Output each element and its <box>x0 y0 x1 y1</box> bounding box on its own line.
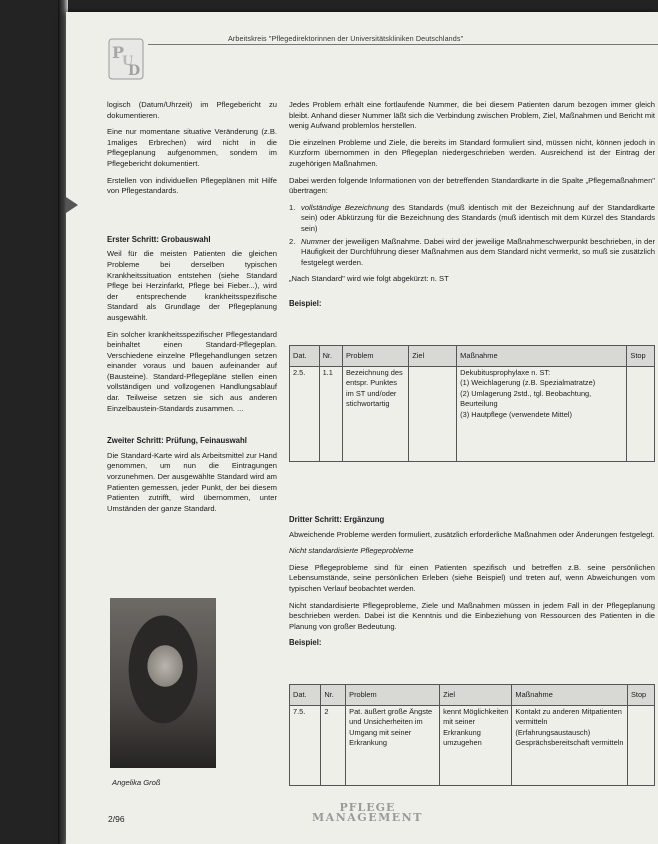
right-paragraph: Jedes Problem erhält eine fortlaufende Nummer, die bei diesem Patienten darum bezogen immer gleich bleibt. Anhand dieser Nummer läßt sich die Verbindung zwischen Problem, Ziel, Maßnahmen und Bericht mit wenig Aufwand problemlos herstellen. <box>289 100 655 131</box>
table-cell: 7.5. <box>290 706 321 786</box>
left-paragraph: logisch (Datum/Uhrzeit) im Pflegebericht zu dokumentieren. <box>107 100 277 120</box>
running-head: Arbeitskreis "Pflegedirektorinnen der Universitätskliniken Deutschlands" <box>228 34 464 43</box>
table-cell: 2.5. <box>290 367 320 462</box>
example-label: Beispiel: <box>289 638 322 648</box>
table-cell: Kontakt zu anderen Mitpatienten vermitteln (Erfahrungsaustausch) Gesprächsbereitschaft vermitteln <box>512 706 628 786</box>
table-cell: Pat. äußert große Ängste und Unsicherheiten im Umgang mit seiner Erkrankung <box>346 706 440 786</box>
table-row <box>290 706 655 786</box>
table-header: Stop <box>627 685 654 706</box>
table-header: Nr. <box>319 346 342 367</box>
table-header: Problem <box>346 685 440 706</box>
section-heading: Erster Schritt: Grobauswahl <box>107 234 211 244</box>
svg-text:D: D <box>128 63 141 79</box>
header-rule <box>148 44 658 45</box>
section-heading: Zweiter Schritt: Prüfung, Feinauswahl <box>107 436 247 446</box>
table-header: Problem <box>343 346 409 367</box>
section-heading: Dritter Schritt: Ergänzung <box>289 515 385 524</box>
svg-text:U: U <box>122 54 134 69</box>
photo-caption: Angelika Groß <box>112 778 161 787</box>
table-cell: Dekubitusprophylaxe n. ST: (1) Weichlagerung (z.B. Spezialmatratze) (2) Umlagerung 2std., tgl. Beobachtung, Beurteilung (3) Hautpflege (verwendete Mittel) <box>457 367 627 462</box>
example-table-1 <box>289 345 655 462</box>
table-cell: 2 <box>321 706 346 786</box>
table-cell: kennt Möglichkeiten mit seiner Erkrankung umzugehen <box>440 706 512 786</box>
left-column <box>107 100 277 520</box>
right-paragraph: Abweichende Probleme werden formuliert, zusätzlich erforderliche Maßnahmen oder Änderungen festgelegt. <box>289 529 655 539</box>
left-paragraph: Weil für die meisten Patienten die gleichen Probleme bei derselben typischen Krankheitssituation entstehen (siehe Standard Pflege bei Herzinfarkt, Pflege bei Fieber...), wird der entsprechende krankheitsspezifische Standard als Grundlage der Pflegeplanung ausgewählt. <box>107 249 277 322</box>
table-cell <box>409 367 457 462</box>
table-header: Maßnahme <box>457 346 627 367</box>
example-table-2 <box>289 684 655 786</box>
author-photo <box>110 598 216 768</box>
right-paragraph: Die einzelnen Probleme und Ziele, die bereits im Standard formuliert sind, müssen nicht, können jedoch in Kurzform übernommen in den Pflegeplan niedergeschrieben werden. Ausreichend ist der Eintrag der zugehörigen Maßnahmen. <box>289 137 655 168</box>
svg-text:P: P <box>112 43 125 62</box>
table-header: Nr. <box>321 685 346 706</box>
table-header: Dat. <box>290 346 320 367</box>
example-label: Beispiel: <box>289 298 322 308</box>
table-cell: 1.1 <box>319 367 342 462</box>
right-paragraph: Dabei werden folgende Informationen von der betreffenden Standardkarte in die Spalte „Pflegemaßnahmen" übertragen: <box>289 175 655 196</box>
table-header: Dat. <box>290 685 321 706</box>
table-header-row <box>290 346 655 367</box>
table-row <box>290 367 655 462</box>
brand-line: MANAGEMENT <box>312 811 423 824</box>
table-header: Ziel <box>440 685 512 706</box>
transfer-list <box>289 203 655 269</box>
table-cell: Bezeichnung des entspr. Punktes im ST und/oder stichwortartig <box>343 367 409 462</box>
right-column-lower <box>289 515 655 653</box>
list-item: 2. Nummer der jeweiligen Maßnahme. Dabei wird der jeweilige Maßnahmeschwerpunkt beschrieben, in der Häufigkeit der Durchführung dieser Maßnahmen aus dem Standard nicht vermerkt, so muß sie zusätzlich festgelegt werden. <box>289 236 655 267</box>
page-number: 2/96 <box>108 814 125 824</box>
table-cell <box>627 706 654 786</box>
right-paragraph: Nicht standardisierte Pflegeprobleme <box>289 546 414 556</box>
magazine-brand <box>312 803 423 823</box>
pud-logo <box>108 38 144 80</box>
table-header: Maßnahme <box>512 685 628 706</box>
brand-line: PFLEGE <box>339 801 396 814</box>
table-cell <box>627 367 655 462</box>
left-paragraph: Die Standard-Karte wird als Arbeitsmittel zur Hand genommen, um nun die Eintragungen vorzunehmen. Der ausgewählte Standard wird am Patienten gemessen, jeder Punkt, der bei diesem Patienten zutrifft, wird übernommen, unter Umständen der ganze Standard. <box>107 450 277 513</box>
table-header-row <box>290 685 655 706</box>
right-column <box>289 100 655 314</box>
table-header: Stop <box>627 346 655 367</box>
right-paragraph: Diese Pflegeprobleme sind für einen Patienten spezifisch und betreffen z.B. seine persönlichen Lebensumstände, seine persönlichen Erleben (siehe Beispiel) und treten auf, wenn Abweichungen vom typischen Verlauf beobachtet werden. <box>289 562 655 593</box>
margin-arrow-icon <box>66 197 78 213</box>
table-header: Ziel <box>409 346 457 367</box>
right-paragraph: „Nach Standard" wird wie folgt abgekürzt: n. ST <box>289 274 449 284</box>
left-paragraph: Erstellen von individuellen Pflegeplänen mit Hilfe von Pflegestandards. <box>107 175 277 196</box>
left-paragraph: Eine nur momentane situative Veränderung (z.B. 1maliges Erbrechen) wird nicht in die Pflegeplanung aufgenommen, sondern im Pflegebericht dokumentiert. <box>107 127 277 168</box>
list-item: 1. vollständige Bezeichnung des Standards (muß identisch mit der Bezeichnung auf der Standardkarte sein) oder Abkürzung für die Bezeichnung des Standards (muß identisch mit dem Kürzel des Standards sein) <box>289 202 656 233</box>
right-paragraph: Nicht standardisierte Pflegeprobleme, Ziele und Maßnahmen müssen in jedem Fall in der Pflegeplanung beschrieben werden. Dabei ist die Kenntnis und die Einbeziehung von Ressourcen des Patienten in die Planung von großer Bedeutung. <box>289 600 655 631</box>
left-paragraph: Ein solcher krankheitsspezifischer Pflegestandard beinhaltet einen Standard-Pflegeplan. Verschiedene einzelne Pflegehandlungen setzen einander voraus und bauen aufeinander auf (Bausteine). Standard-Pflegepläne stellen einen vollständigen und vollzogenen Handlungsablauf dar. Teilweise setzen sie sich aus anderen Einzelbaustein-Standards zusammen. ... <box>107 329 277 413</box>
